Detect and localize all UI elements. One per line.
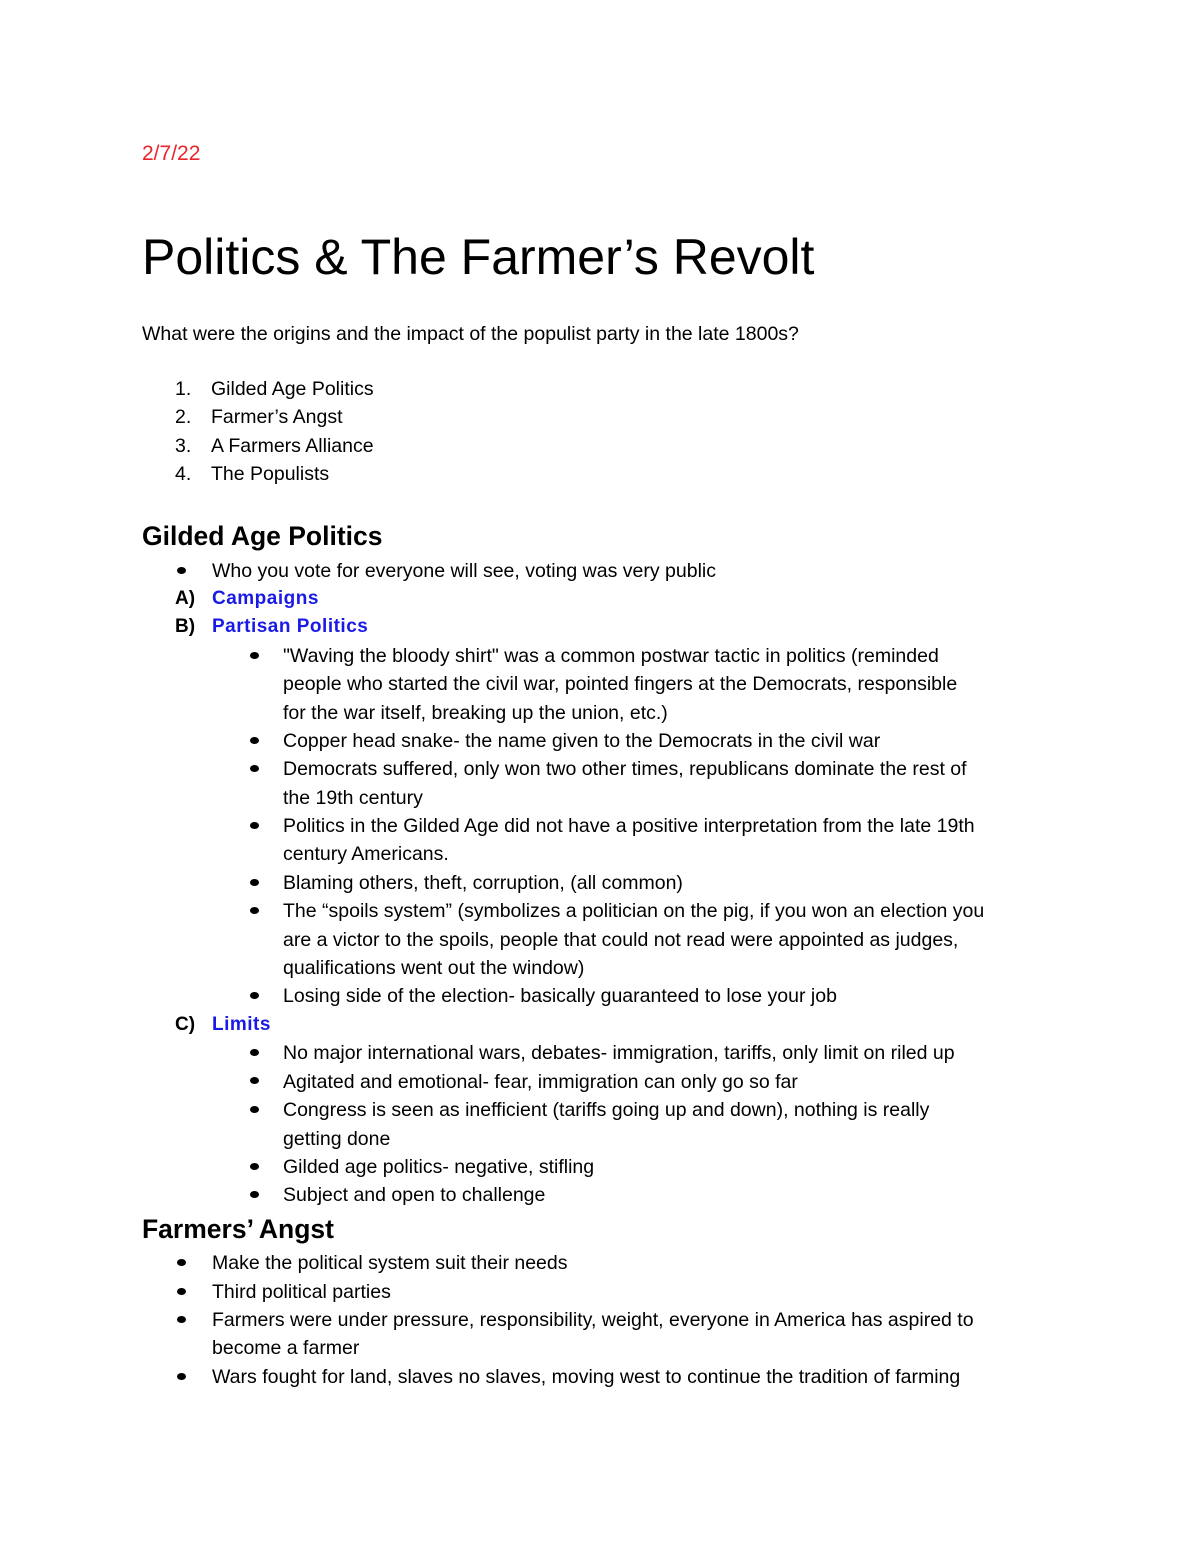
subheading-partisan-politics: Partisan Politics xyxy=(212,616,369,637)
bullet-text: Farmers were under pressure, responsibility, weight, everyone in America has aspired to xyxy=(212,1309,974,1331)
bullet-icon xyxy=(177,1373,186,1380)
bullet-icon xyxy=(250,1191,259,1198)
outline-text: Farmer’s Angst xyxy=(211,406,343,429)
bullet-icon xyxy=(177,1316,186,1323)
list-letter: C) xyxy=(175,1014,196,1035)
bullet-text: Democrats suffered, only won two other times, republicans dominate the rest of xyxy=(283,758,967,780)
section-heading-farmers-angst: Farmers’ Angst xyxy=(142,1214,334,1244)
bullet-text: qualifications went out the window) xyxy=(283,957,585,979)
guiding-question: What were the origins and the impact of the populist party in the late 1800s? xyxy=(142,323,799,345)
bullet-text: century Americans. xyxy=(283,843,449,865)
bullet-text: "Waving the bloody shirt" was a common postwar tactic in politics (reminded xyxy=(283,645,939,667)
bullet-icon xyxy=(250,1077,259,1084)
bullet-text: people who started the civil war, pointed fingers at the Democrats, responsible xyxy=(283,673,958,695)
bullet-text: Agitated and emotional- fear, immigration can only go so far xyxy=(283,1071,798,1093)
bullet-icon xyxy=(177,1259,186,1266)
outline-text: Gilded Age Politics xyxy=(211,378,374,400)
bullet-text: No major international wars, debates- immigration, tariffs, only limit on riled up xyxy=(283,1042,955,1064)
bullet-text: Who you vote for everyone will see, voting was very public xyxy=(212,560,716,582)
list-letter: B) xyxy=(175,616,196,637)
bullet-icon xyxy=(250,765,259,772)
bullet-icon xyxy=(250,652,259,659)
subheading-campaigns: Campaigns xyxy=(212,588,319,609)
bullet-text: Copper head snake- the name given to the Democrats in the civil war xyxy=(283,730,881,752)
bullet-text: Congress is seen as inefficient (tariffs going up and down), nothing is really xyxy=(283,1099,930,1121)
bullet-icon xyxy=(250,1049,259,1056)
bullet-icon xyxy=(250,1163,259,1170)
bullet-icon xyxy=(250,992,259,999)
bullet-icon xyxy=(250,879,259,886)
bullet-text: Blaming others, theft, corruption, (all common) xyxy=(283,872,683,894)
bullet-text: are a victor to the spoils, people that could not read were appointed as judges, xyxy=(283,929,959,951)
bullet-text: Losing side of the election- basically guaranteed to lose your job xyxy=(283,985,837,1007)
outline-number: 1. xyxy=(175,378,192,400)
bullet-text: Third political parties xyxy=(212,1281,391,1303)
list-letter: A) xyxy=(175,588,196,609)
bullet-icon xyxy=(250,737,259,744)
bullet-text: getting done xyxy=(283,1128,391,1150)
subheading-limits: Limits xyxy=(212,1014,271,1035)
date: 2/7/22 xyxy=(142,142,201,165)
page-title: Politics & The Farmer’s Revolt xyxy=(142,229,815,285)
bullet-text: Subject and open to challenge xyxy=(283,1184,546,1206)
bullet-text: for the war itself, breaking up the union, etc.) xyxy=(283,702,668,724)
outline-number: 2. xyxy=(175,406,192,429)
bullet-text: Politics in the Gilded Age did not have a positive interpretation from the late 19th xyxy=(283,815,975,837)
section-heading-gilded-age: Gilded Age Politics xyxy=(142,521,383,551)
bullet-icon xyxy=(250,1106,259,1113)
bullet-icon xyxy=(177,567,186,574)
bullet-icon xyxy=(177,1288,186,1295)
outline-number: 4. xyxy=(175,462,192,485)
bullet-icon xyxy=(250,907,259,914)
outline-text: A Farmers Alliance xyxy=(211,434,374,457)
bullet-text: Gilded age politics- negative, stifling xyxy=(283,1156,595,1178)
bullet-text: the 19th century xyxy=(283,787,423,809)
bullet-text: Make the political system suit their needs xyxy=(212,1252,568,1274)
outline-number: 3. xyxy=(175,434,192,457)
bullet-text: Wars fought for land, slaves no slaves, moving west to continue the tradition of farming xyxy=(212,1366,961,1388)
outline-text: The Populists xyxy=(211,462,330,485)
bullet-text: become a farmer xyxy=(212,1337,360,1359)
bullet-text: The “spoils system” (symbolizes a politician on the pig, if you won an election you xyxy=(283,900,985,922)
bullet-icon xyxy=(250,822,259,829)
